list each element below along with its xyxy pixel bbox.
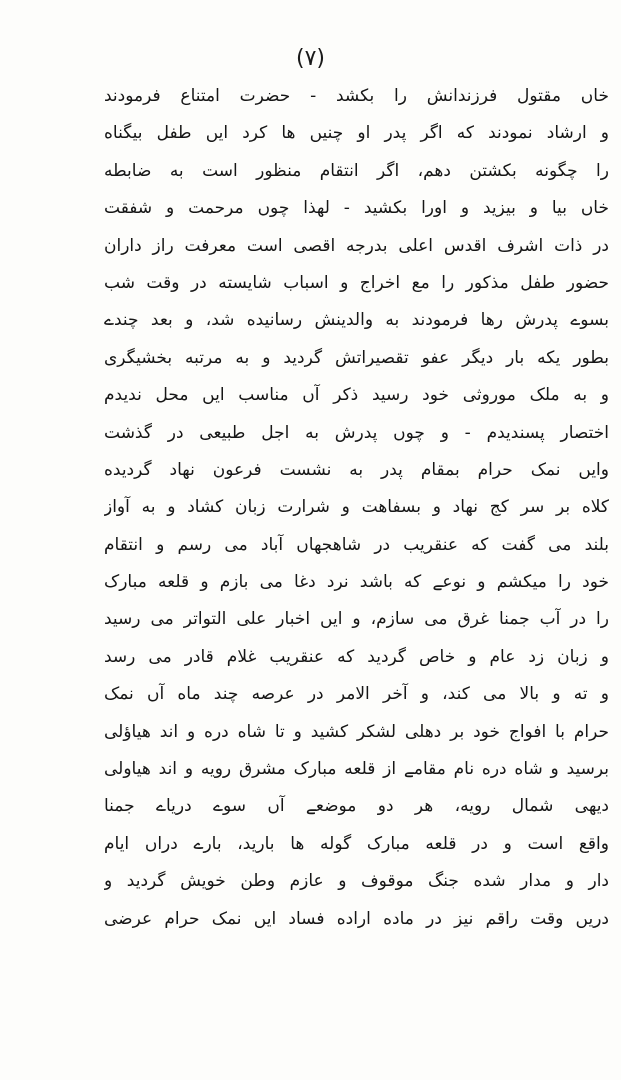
text-line: دیهی شمال رویه، هر دو موضعے آں سوے دریاے جمنا xyxy=(104,796,609,817)
text-line: واقع است و در قلعه مبارک گوله ها بارید، بارے دراں ایام xyxy=(104,833,609,854)
text-line: وایں نمک حرام بمقام پدر به نشست فرعون نهاد گردیده xyxy=(104,459,609,480)
text-line: را چگونه بکشتن دهم، اگر انتقام منظور است به ضابطه xyxy=(104,160,609,181)
text-line: خاں بیا و بیزید و اورا بکشید - لهذا چوں مرحمت و شفقت xyxy=(104,198,609,219)
text-line: بسوے پدرش رها فرمودند به والدینش رسانیده شد، و بعد چندے xyxy=(104,310,609,331)
text-line: و ته و بالا می کند، و آخر الامر در عرصه چند ماه آں نمک xyxy=(104,684,609,705)
text-line: دار و مدار شده جنگ موقوف و عازم وطن خویش گردید و xyxy=(104,871,609,892)
text-line: بطور یکه بار دیگر عفو تقصیراتش گردید و به مرتبه بخشیگری xyxy=(104,347,609,368)
text-line: حضور طفل مذکور را مع اخراج و اسباب شایسته در وقت شب xyxy=(104,272,609,293)
text-line: حرام با افواج خود بر دهلی لشکر کشید و تا شاه دره و اند هیاؤلی xyxy=(104,721,609,742)
text-line: خاں مقتول فرزندانش را بکشد - حضرت امتناع فرمودند xyxy=(104,86,609,106)
text-line: بلند می گفت که عنقریب در شاهجهاں آباد می رسم و انتقام xyxy=(104,534,609,555)
text-line: اختصار پسندیدم - و چوں پدرش به اجل طبیعی در گذشت xyxy=(104,422,609,443)
text-line: کلاه بر سر کج نهاد و بسفاهت و شرارت زبان کشاد و به آواز xyxy=(104,497,609,518)
text-line: دریں وقت راقم نیز در ماده اراده فساد ایں نمک حرام عرضی xyxy=(104,908,609,929)
text-line: در ذات اشرف اقدس اعلی بدرجه اقصی است معرفت راز داران xyxy=(104,235,609,256)
text-line: و ارشاد نمودند که اگر پدر او چنیں ها کرد ایں طفل بیگناه xyxy=(104,123,609,144)
text-line: و به ملک موروثی خود رسید ذکر آں مناسب ایں محل ندیدم xyxy=(104,385,609,406)
text-line: را در آب جمنا غرق می سازم، و ایں اخبار علی التواتر می رسید xyxy=(104,609,609,630)
text-line: و زبان زد عام و خاص گردید که عنقریب غلام قادر می رسد xyxy=(104,646,609,667)
page-number: (۷) xyxy=(296,46,325,71)
text-body xyxy=(104,78,609,938)
text-line: خود را میکشم و نوعے که باشد نرد دغا می بازم و قلعه مبارک xyxy=(104,572,609,593)
text-line: برسید و شاه دره نام مقامے از قلعه مبارک مشرق رویه و اند هیاولی xyxy=(104,759,609,780)
